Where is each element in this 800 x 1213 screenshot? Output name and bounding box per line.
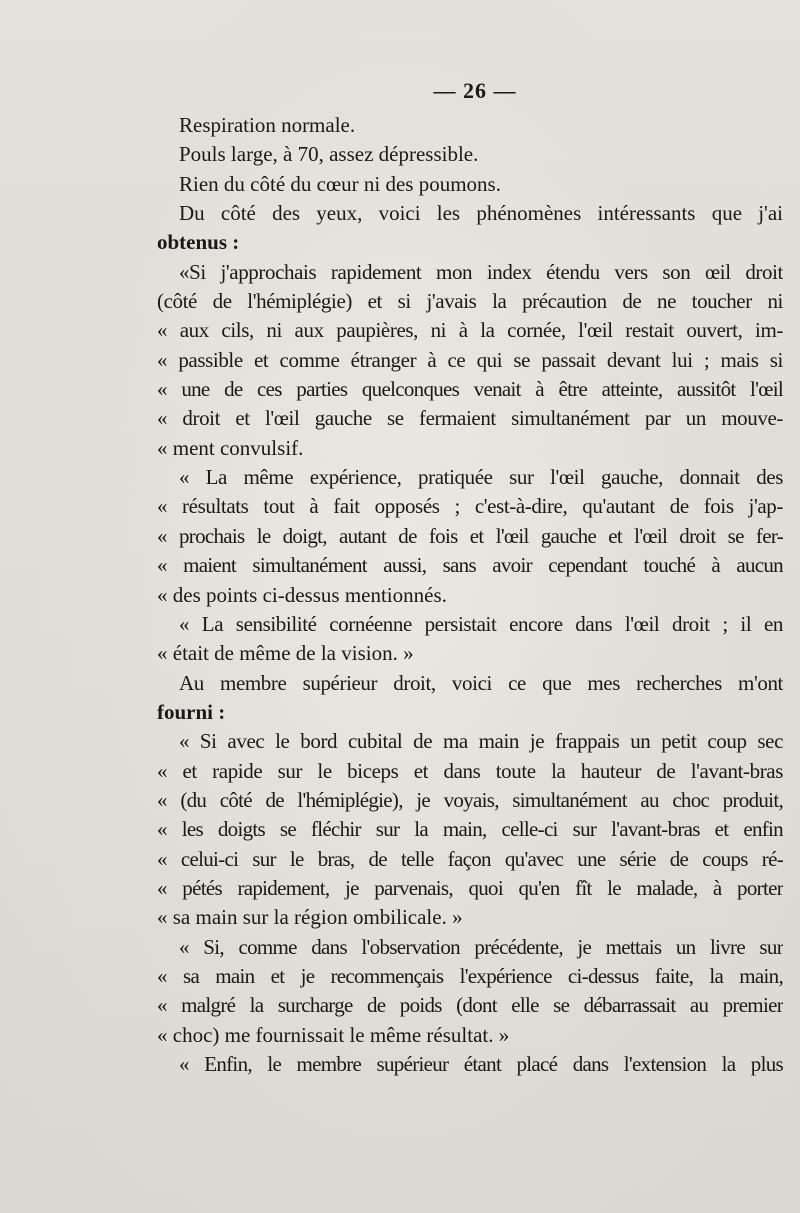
text-line: « pétés rapidement, je parvenais, quoi qu'en fît le malade, à porter: [157, 875, 783, 900]
text-line: « des points ci-dessus mentionnés.: [157, 582, 447, 607]
text-line: « droit et l'œil gauche se fermaient simultanément par un mouve-: [157, 406, 783, 431]
text-line: fourni :: [157, 699, 226, 724]
text-line: « les doigts se fléchir sur la main, celle-ci sur l'avant-bras et enfin: [157, 817, 783, 842]
text-line: Rien du côté du cœur ni des poumons.: [179, 171, 501, 196]
text-line: «Si j'approchais rapidement mon index étendu vers son œil droit: [179, 259, 783, 284]
text-line: « résultats tout à fait opposés ; c'est-à-dire, qu'autant de fois j'ap-: [157, 494, 783, 519]
text-line: « sa main sur la région ombilicale. »: [157, 905, 463, 930]
text-line: « aux cils, ni aux paupières, ni à la cornée, l'œil restait ouvert, im-: [157, 318, 783, 343]
text-line: « passible et comme étranger à ce qui se passait devant lui ; mais si: [157, 347, 783, 372]
text-line: « Enfin, le membre supérieur étant placé dans l'extension la plus: [179, 1052, 783, 1076]
text-line: « La même expérience, pratiquée sur l'œil gauche, donnait des: [179, 465, 783, 490]
text-line: « malgré la surcharge de poids (dont elle se débarrassait au premier: [157, 993, 783, 1018]
text-line: Respiration normale.: [179, 113, 356, 137]
text-line: Du côté des yeux, voici les phénomènes intéressants que j'ai: [179, 201, 783, 226]
text-line: Pouls large, à 70, assez dépressible.: [179, 142, 479, 167]
text-line: Au membre supérieur droit, voici ce que mes recherches m'ont: [179, 670, 783, 695]
text-line: obtenus :: [157, 230, 240, 255]
text-line: « était de même de la vision. »: [157, 641, 414, 666]
text-line: « Si avec le bord cubital de ma main je frappais un petit coup sec: [179, 729, 783, 754]
text-line: « sa main et je recommençais l'expérience ci-dessus faite, la main,: [157, 963, 783, 988]
text-line: (côté de l'hémiplégie) et si j'avais la précaution de ne toucher ni: [157, 289, 783, 314]
text-line: « prochais le doigt, autant de fois et l'œil gauche et l'œil droit se fer-: [157, 523, 783, 548]
text-line: « (du côté de l'hémiplégie), je voyais, simultanément au choc produit,: [157, 787, 783, 812]
text-line: « celui-ci sur le bras, de telle façon qu'avec une série de coups ré-: [157, 846, 783, 871]
body-text: [157, 111, 783, 1079]
text-line: « une de ces parties quelconques venait à être atteinte, aussitôt l'œil: [157, 377, 783, 402]
page-number: — 26 —: [433, 78, 517, 103]
text-line: « et rapide sur le biceps et dans toute la hauteur de l'avant-bras: [157, 758, 783, 783]
text-line: « Si, comme dans l'observation précédente, je mettais un livre sur: [179, 934, 783, 959]
text-line: « choc) me fournissait le même résultat. »: [157, 1022, 510, 1047]
text-line: « ment convulsif.: [157, 435, 304, 460]
text-line: « maient simultanément aussi, sans avoir cependant touché à aucun: [157, 553, 783, 578]
text-line: « La sensibilité cornéenne persistait encore dans l'œil droit ; il en: [179, 611, 783, 636]
